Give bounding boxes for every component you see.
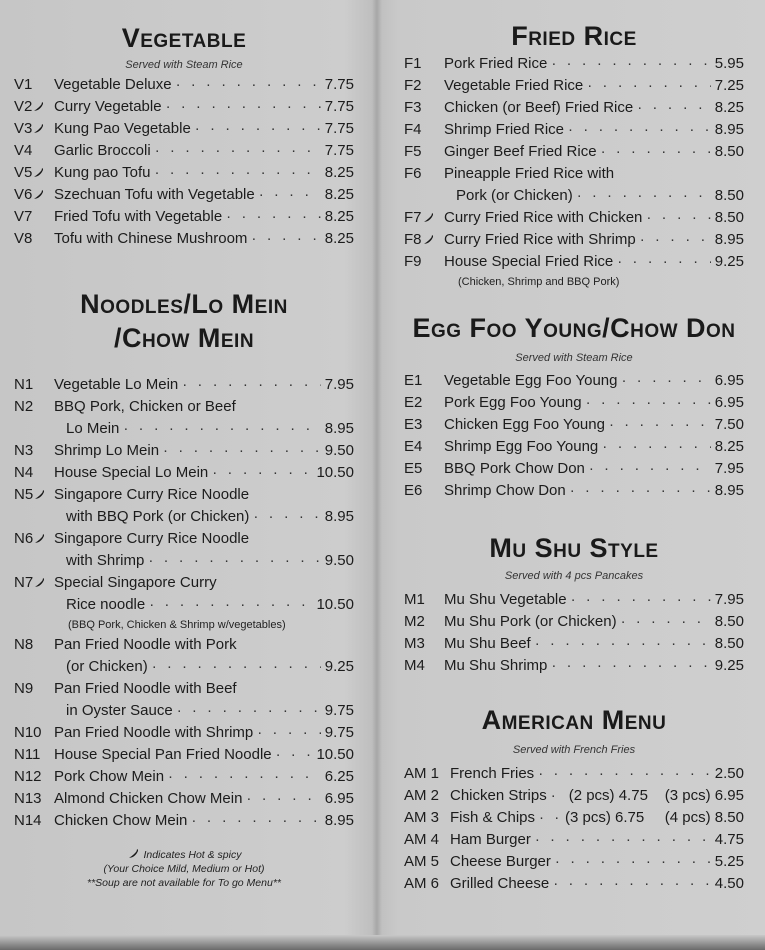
menu-item-f7: F7 Curry Fried Rice with Chicken · · · 8.50: [404, 207, 744, 229]
menu-item-v3: V3 Kung Pao Vegetable · · · 7.75: [14, 118, 354, 140]
menu-item-am6: AM 6 Grilled Cheese · · · 4.50: [404, 873, 744, 895]
menu-item-f4: F4 Shrimp Fried Rice · · · 8.95: [404, 119, 744, 141]
menu-item-f9-note: (Chicken, Shrimp and BBQ Pork): [458, 276, 620, 288]
footnote-hot-legend: Indicates Hot & spicy: [143, 849, 242, 861]
mu-shu-title: Mu Shu Style: [489, 533, 659, 563]
page-bottom-edge: [0, 935, 765, 950]
chili-pepper-icon: [34, 489, 45, 500]
menu-item-e6: E6 Shrimp Chow Don · · · 8.95: [404, 480, 744, 502]
menu-item-am2: AM 2 Chicken Strips · · · (2 pcs) 4.75 (3 pcs) 6.95: [404, 785, 744, 807]
menu-item-v8: V8 Tofu with Chinese Mushroom · · · 8.25: [14, 228, 354, 250]
menu-item-v4: V4 Garlic Broccoli · · · 7.75: [14, 140, 354, 162]
menu-item-f1: F1 Pork Fried Rice · · · 5.95: [404, 53, 744, 75]
menu-item-n5: N5 Singapore Curry Rice Noodle: [14, 486, 250, 503]
menu-item-n6-cont: with Shrimp · · · 9.50: [14, 550, 354, 572]
menu-item-f8: F8 Curry Fried Rice with Shrimp · · · 8.95: [404, 229, 744, 251]
american-subtitle: Served with French Fries: [512, 744, 636, 756]
chili-pepper-icon: [423, 234, 434, 245]
vegetable-list: [14, 74, 354, 250]
menu-item-f3: F3 Chicken (or Beef) Fried Rice · · · 8.25: [404, 97, 744, 119]
menu-item-v7: V7 Fried Tofu with Vegetable · · · 8.25: [14, 206, 354, 228]
menu-item-f5: F5 Ginger Beef Fried Rice · · · 8.50: [404, 141, 744, 163]
menu-item-n13: N13 Almond Chicken Chow Mein · · · 6.95: [14, 788, 354, 810]
menu-item-e2: E2 Pork Egg Foo Young · · · 6.95: [404, 392, 744, 414]
noodles-section: [14, 288, 354, 890]
menu-item-e1: E1 Vegetable Egg Foo Young · · · 6.95: [404, 370, 744, 392]
american-list: [404, 763, 744, 895]
menu-item-n12: N12 Pork Chow Mein · · · 6.25: [14, 766, 354, 788]
menu-item-n9: N9 Pan Fried Noodle with Beef: [14, 680, 237, 697]
menu-item-e5: E5 BBQ Pork Chow Don · · · 7.95: [404, 458, 744, 480]
menu-item-e4: E4 Shrimp Egg Foo Young · · · 8.25: [404, 436, 744, 458]
menu-item-am1: AM 1 French Fries · · · 2.50: [404, 763, 744, 785]
menu-item-n7-cont: Rice noodle · · · 10.50: [14, 594, 354, 616]
menu-item-v5: V5 Kung pao Tofu · · · 8.25: [14, 162, 354, 184]
vegetable-title: Vegetable: [121, 23, 247, 53]
egg-foo-young-list: [404, 370, 744, 502]
menu-item-m2: M2 Mu Shu Pork (or Chicken) · · · 8.50: [404, 611, 744, 633]
egg-foo-young-title: Egg Foo Young/Chow Don: [412, 313, 736, 343]
menu-item-n10: N10 Pan Fried Noodle with Shrimp · · · 9.75: [14, 722, 354, 744]
footnote: [14, 848, 354, 890]
menu-item-n3: N3 Shrimp Lo Mein · · · 9.50: [14, 440, 354, 462]
menu-item-v6: V6 Szechuan Tofu with Vegetable · · · 8.25: [14, 184, 354, 206]
menu-item-n7-note: (BBQ Pork, Chicken & Shrimp w/vegetables): [68, 619, 286, 631]
menu-item-n1: N1 Vegetable Lo Mein · · · 7.95: [14, 374, 354, 396]
chili-pepper-icon: [33, 189, 44, 200]
menu-item-f9: F9 House Special Fried Rice · · · 9.25: [404, 251, 744, 273]
mu-shu-section: [404, 532, 744, 677]
menu-item-f6: F6 Pineapple Fried Rice with: [404, 165, 615, 182]
menu-item-n4: N4 House Special Lo Mein · · · 10.50: [14, 462, 354, 484]
chili-pepper-icon: [423, 212, 434, 223]
vegetable-subtitle: Served with Steam Rice: [125, 59, 243, 71]
fried-rice-title: Fried Rice: [511, 21, 637, 51]
noodles-list: [14, 374, 354, 832]
menu-item-am4: AM 4 Ham Burger · · · 4.75: [404, 829, 744, 851]
menu-item-v1: V1 Vegetable Deluxe · · · 7.75: [14, 74, 354, 96]
chili-pepper-icon: [34, 533, 45, 544]
menu-item-n8: N8 Pan Fried Noodle with Pork: [14, 636, 237, 653]
menu-item-m4: M4 Mu Shu Shrimp · · · 9.25: [404, 655, 744, 677]
fried-rice-list: [404, 53, 744, 291]
menu-item-v2: V2 Curry Vegetable · · · 7.75: [14, 96, 354, 118]
footnote-choice: (Your Choice Mild, Medium or Hot): [103, 863, 265, 875]
menu-item-n14: N14 Chicken Chow Mein · · · 8.95: [14, 810, 354, 832]
menu-item-n2: N2 BBQ Pork, Chicken or Beef: [14, 398, 236, 415]
menu-item-n6: N6 Singapore Curry Rice Noodle: [14, 530, 250, 547]
chili-pepper-icon: [33, 123, 44, 134]
mu-shu-subtitle: Served with 4 pcs Pancakes: [504, 570, 644, 582]
menu-item-n5-cont: with BBQ Pork (or Chicken) · · · 8.95: [14, 506, 354, 528]
page-fold: [372, 0, 382, 950]
menu-item-n11: N11 House Special Pan Fried Noodle · · · 10.50: [14, 744, 354, 766]
menu-item-m3: M3 Mu Shu Beef · · · 8.50: [404, 633, 744, 655]
fried-rice-section: [404, 20, 744, 291]
egg-foo-young-subtitle: Served with Steam Rice: [515, 352, 633, 364]
noodles-title-line1: Noodles/Lo Mein: [80, 289, 288, 319]
menu-item-n7: N7 Special Singapore Curry: [14, 574, 217, 591]
egg-foo-young-section: [404, 312, 744, 502]
menu-item-f6-cont: Pork (or Chicken) · · · 8.50: [404, 185, 744, 207]
footnote-soup: **Soup are not available for To go Menu**: [87, 877, 281, 889]
american-title: American Menu: [481, 705, 667, 735]
menu-item-n2-cont: Lo Mein · · · 8.95: [14, 418, 354, 440]
menu-item-f2: F2 Vegetable Fried Rice · · · 7.25: [404, 75, 744, 97]
chili-pepper-icon: [34, 577, 45, 588]
menu-item-am3: AM 3 Fish & Chips · · · (3 pcs) 6.75 (4 pcs) 8.50: [404, 807, 744, 829]
menu-item-n8-cont: (or Chicken) · · · 9.25: [14, 656, 354, 678]
menu-item-e3: E3 Chicken Egg Foo Young · · · 7.50: [404, 414, 744, 436]
chili-pepper-icon: [128, 848, 139, 859]
american-section: [404, 704, 744, 895]
chili-pepper-icon: [33, 101, 44, 112]
menu-item-am5: AM 5 Cheese Burger · · · 5.25: [404, 851, 744, 873]
vegetable-section: [14, 22, 354, 250]
chili-pepper-icon: [33, 167, 44, 178]
noodles-title-line2: /Chow Mein: [113, 323, 255, 353]
menu-item-m1: M1 Mu Shu Vegetable · · · 7.95: [404, 589, 744, 611]
menu-item-n9-cont: in Oyster Sauce · · · 9.75: [14, 700, 354, 722]
mu-shu-list: [404, 589, 744, 677]
